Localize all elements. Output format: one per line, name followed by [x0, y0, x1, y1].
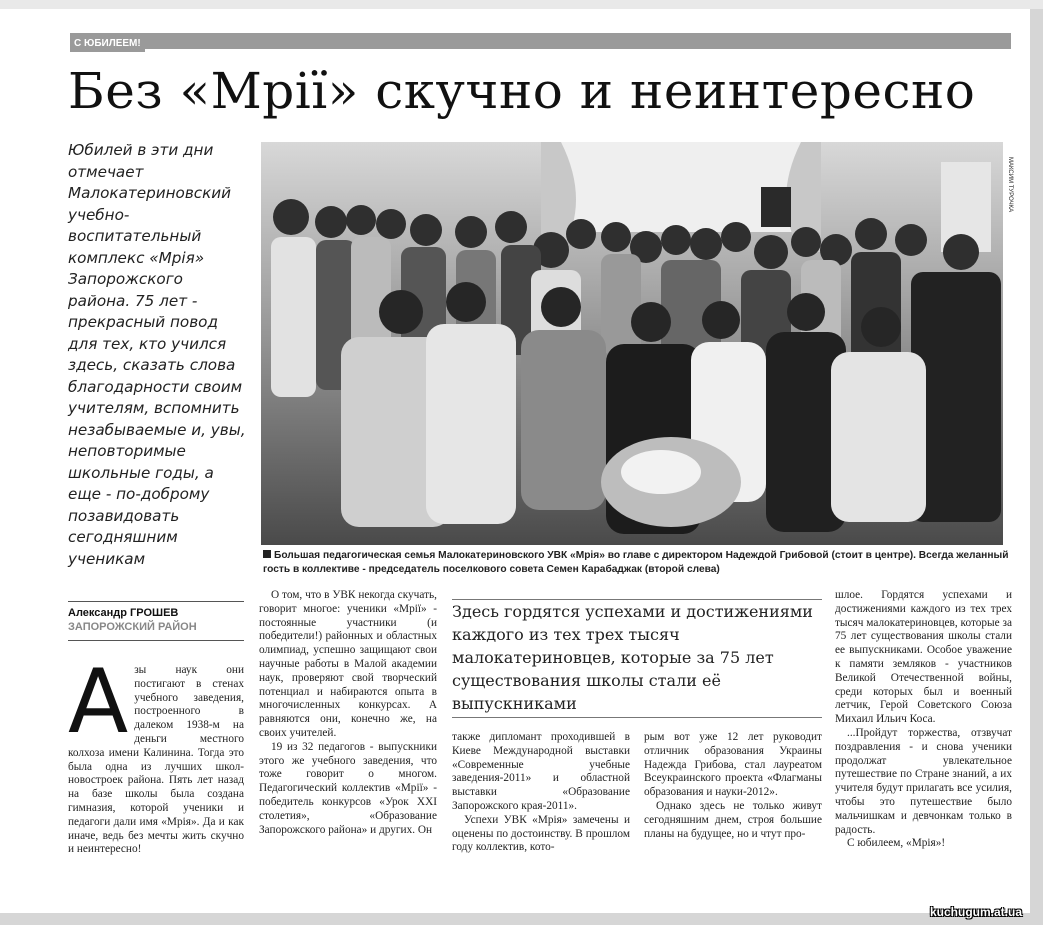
site-watermark: kuchugum.at.ua — [930, 905, 1023, 919]
pull-quote: Здесь гордятся успехами и достижениями каждого из тех трех тысяч малокатериновцев, которые за 75 лет существования школы стали её выпускниками — [452, 599, 822, 715]
byline — [68, 601, 244, 641]
paragraph: С юбилеем, «Мрія»! — [847, 837, 946, 850]
paragraph: Успехи УВК «Мрія» замечены и оценены по достоинству. В прошлом году коллектив, кото- — [452, 813, 630, 854]
column-1-text: зы наук они постигают в стенах учебного заведения, построенного в далеком 1938-м на деньги местного колхоза имени Калинина. Тогда это была одна из лучших школ-новостроек района. Пять лет назад на базе школы была создана гимназия, которой ученики и педагоги дали имя «Мрія». Да и как иначе, ведь без мечты жить скучно и неинтересно! — [68, 664, 244, 856]
rubric-label: С ЮБИЛЕЕМ! — [70, 36, 145, 52]
column-4 — [644, 731, 822, 841]
column-3 — [452, 731, 630, 855]
drop-cap: А — [68, 650, 129, 753]
column-5 — [835, 589, 1012, 851]
group-photo — [261, 142, 1003, 545]
author-name: Александр ГРОШЕВ — [68, 607, 179, 619]
paragraph: О том, что в УВК некогда скучать, говорит многое: ученики «Мрії» - постоянные участники (и победители!) районных и областных олимпиад, успешно защищают свои научные работы в Малой академии наук, проверяют свой творческий потенциал и набираются опыта в многочисленных конкурсах. А равняются они, конечно же, на своих учителей. — [259, 589, 437, 739]
rubric-bar — [70, 33, 1011, 49]
caption-text: Большая педагогическая семья Малокатериновского УВК «Мрія» во главе с директором Надеждой Грибовой (стоит в центре). Всегда желанный гость в коллективе - председатель поселкового совета Семен Карабаджак (второй слева) — [263, 550, 1009, 575]
caption-marker — [263, 550, 271, 558]
browser-strip — [0, 0, 1043, 9]
column-2 — [259, 589, 437, 837]
paragraph: ...Пройдут торжества, отзвучат поздравления - и снова ученики продолжат увлекательное путешествие по Стране знаний, а их учителя будут прилагать все усилия, чтобы это путешествие было мальчишкам и девчонкам только в радость. — [835, 726, 1012, 836]
photo-caption — [263, 549, 1011, 577]
pull-quote-rule — [452, 717, 822, 718]
paragraph: Однако здесь не только живут сегодняшним днем, строя большие планы на будущее, но и чтут про- — [644, 799, 822, 840]
author-region: ЗАПОРОЖСКИЙ РАЙОН — [68, 621, 197, 633]
paragraph: 19 из 32 педагогов - выпускники этого же учебного заведения, что тоже говорит о многом. Педагогический коллектив «Мрії» - победитель конкурсов «Урок XXI столетия», «Образование Запорожского района» и других. Он — [259, 740, 437, 836]
paragraph: шлое. Гордятся успехами и достижениями каждого из тех трех тысяч малокатериновцев, которые за 75 лет существования школы стали ее выпускниками. Особое уважение к памяти земляков - участников Великой Отечественной войны, среди которых был и военный летчик, Герой Советского Союза Михаил Ильич Коса. — [835, 589, 1012, 726]
paragraph: также дипломант проходившей в Киеве Международной выставки «Современные учебные заведения-2011» и областной выставки «Образование Запорожского края-2011». — [452, 731, 630, 812]
column-1 — [68, 650, 244, 857]
paragraph: рым вот уже 12 лет руководит отличник образования Украины Надежда Грибова, стал лауреатом Всеукраинского проекта «Флагманы образования и науки-2012». — [644, 731, 822, 799]
lead-paragraph: Юбилей в эти дни отмечает Малокатериновский учебно-воспитательный комплекс «Мрія» Запорожского района. 75 лет - прекрасный повод для тех, кто учился здесь, сказать слова благодарности своим учителям, вспомнить незабываемые и, увы, неповторимые школьные годы, а еще - по-доброму позавидовать сегодняшним ученикам — [68, 141, 246, 568]
headline: Без «Мрії» скучно и неинтересно — [68, 62, 976, 120]
newspaper-page — [0, 9, 1030, 913]
photo-credit: МАКСИМ ТУРОЧКА — [1007, 157, 1013, 213]
group-photo-illustration — [261, 142, 1003, 545]
